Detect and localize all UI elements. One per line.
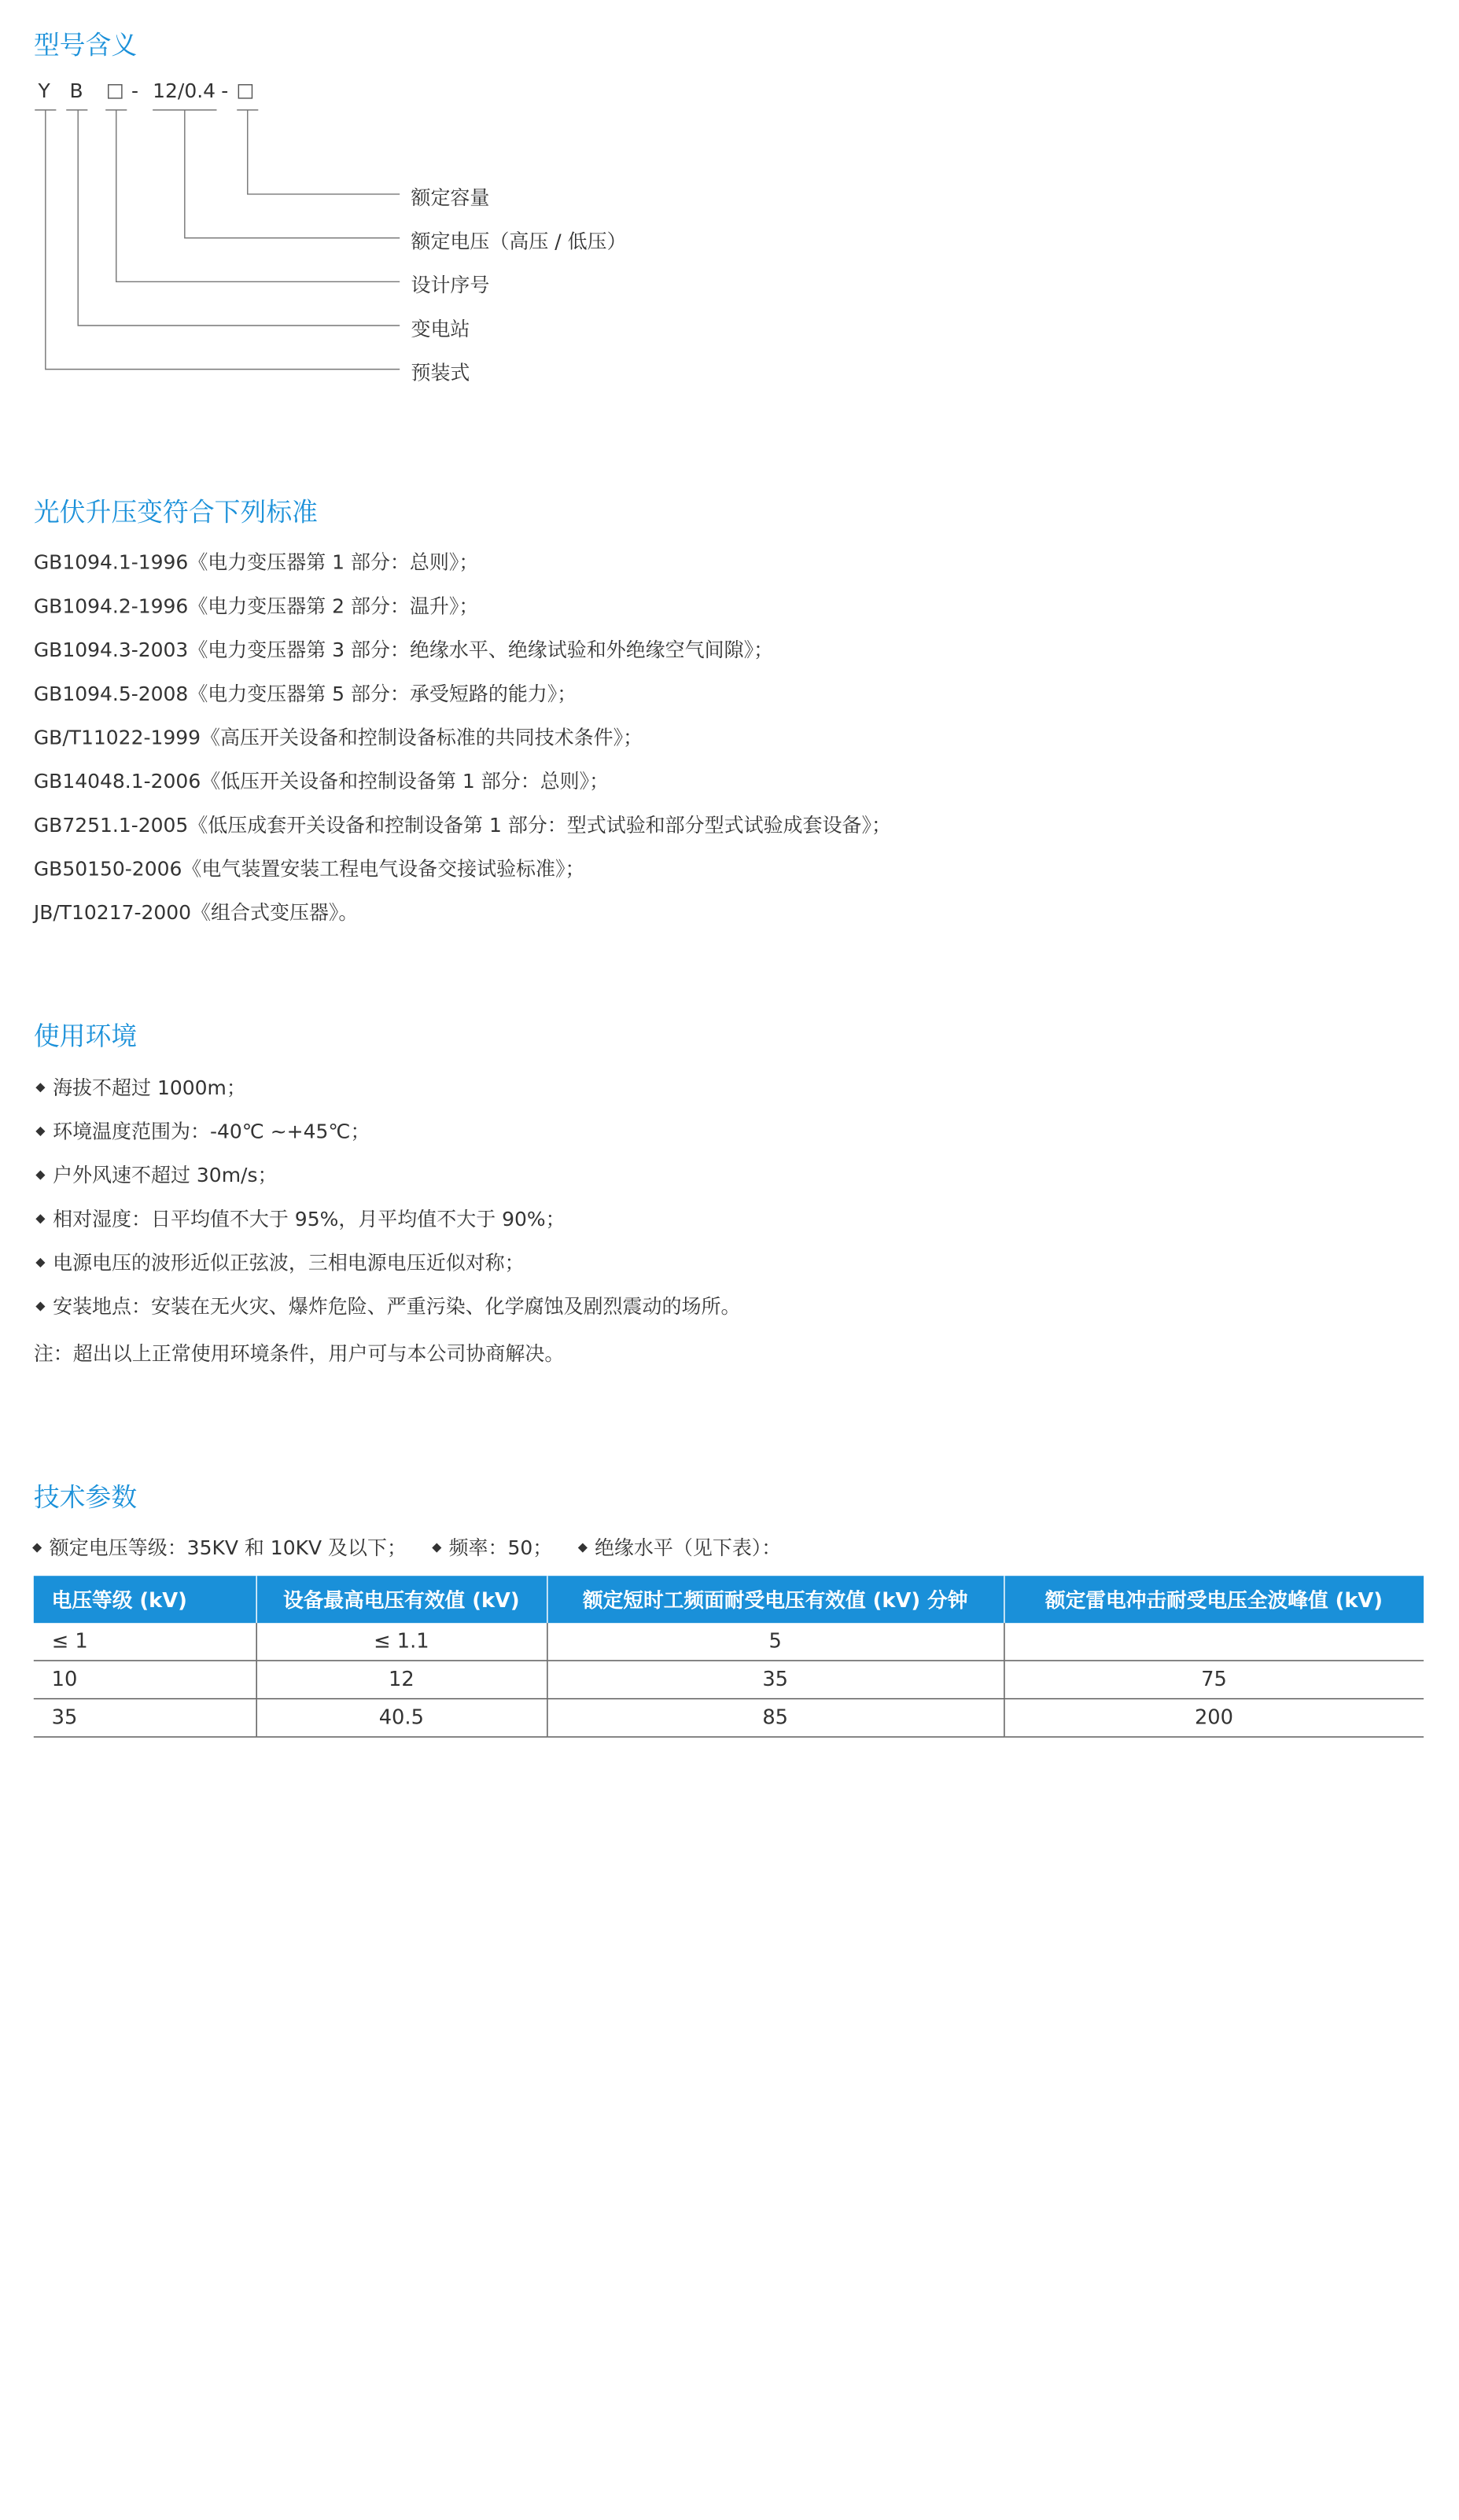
environment-item: 安装地点：安装在无火灾、爆炸危险、严重污染、化学腐蚀及剧烈震动的场所。 [37, 1292, 740, 1320]
tech-params-intro [34, 1533, 801, 1562]
model-code-diagram [0, 0, 674, 404]
diamond-bullet-icon [32, 1543, 42, 1552]
table-row [34, 1661, 1424, 1699]
standard-item: GB50150-2006《电气装置安装工程电气设备交接试验标准》； [33, 859, 585, 881]
table-cell: ≤ 1 [34, 1623, 256, 1661]
label-substation: 变电站 [411, 318, 470, 341]
param-voltage-level: 额定电压等级：35KV 和 10KV 及以下； [34, 1538, 407, 1561]
diamond-bullet-icon [35, 1171, 45, 1180]
table-cell: 40.5 [256, 1699, 547, 1738]
environment-heading: 使用环境 [33, 1022, 138, 1052]
col-header-lightning-impulse: 额定雷电冲击耐受电压全波峰值 (kV) [1004, 1576, 1424, 1623]
standard-item: GB1094.1-1996《电力变压器第 1 部分：总则》； [33, 552, 479, 575]
diamond-bullet-icon [35, 1214, 45, 1223]
environment-item: 相对湿度：日平均值不大于 95%，月平均值不大于 90%； [37, 1205, 566, 1233]
param-frequency: 频率：50； [433, 1538, 553, 1561]
model-meaning-heading: 型号含义 [33, 31, 138, 61]
environment-item: 户外风速不超过 30m/s； [37, 1161, 277, 1189]
standard-item: GB7251.1-2005《低压成套开关设备和控制设备第 1 部分：型式试验和部分型式试验成套设备》； [33, 815, 891, 837]
standard-item: GB1094.2-1996《电力变压器第 2 部分：温升》； [33, 596, 479, 619]
label-rated-voltage: 额定电压（高压 / 低压） [411, 231, 627, 254]
diamond-bullet-icon [432, 1543, 441, 1552]
table-cell: 10 [34, 1661, 256, 1699]
standard-item: GB1094.3-2003《电力变压器第 3 部分：绝缘水平、绝缘试验和外绝缘空气间隙》； [33, 639, 774, 663]
code-part-b: B [69, 80, 83, 104]
param-insulation-level: 绝缘水平（见下表）： [579, 1538, 781, 1561]
table-cell: 35 [34, 1699, 256, 1738]
diamond-bullet-icon [35, 1083, 45, 1092]
table-cell: 85 [547, 1699, 1004, 1738]
standard-item: GB/T11022-1999《高压开关设备和控制设备标准的共同技术条件》； [33, 727, 643, 750]
environment-item: 电源电压的波形近似正弦波，三相电源电压近似对称； [37, 1248, 525, 1276]
table-cell: 12 [256, 1661, 547, 1699]
diamond-bullet-icon [35, 1127, 45, 1136]
table-cell: 200 [1004, 1699, 1424, 1738]
diamond-bullet-icon [35, 1302, 45, 1312]
table-row [34, 1699, 1424, 1738]
diamond-bullet-icon [577, 1543, 587, 1552]
environment-item: 环境温度范围为：-40℃ ~+45℃； [37, 1117, 370, 1145]
code-part-dash-1: - [131, 80, 139, 104]
standard-item: GB1094.5-2008《电力变压器第 5 部分：承受短路的能力》； [33, 683, 577, 706]
col-header-max-voltage: 设备最高电压有效值 (kV) [256, 1576, 547, 1623]
standard-item: JB/T10217-2000《组合式变压器》。 [33, 902, 359, 925]
standard-item: GB14048.1-2006《低压开关设备和控制设备第 1 部分：总则》； [33, 771, 610, 794]
code-part-y: Y [38, 80, 50, 104]
table-cell: 75 [1004, 1661, 1424, 1699]
table-cell: ≤ 1.1 [256, 1623, 547, 1661]
col-header-power-frequency: 额定短时工频面耐受电压有效值 (kV) 分钟 [547, 1576, 1004, 1623]
insulation-level-table [34, 1576, 1424, 1738]
environment-note: 注：超出以上正常使用环境条件，用户可与本公司协商解决。 [33, 1343, 565, 1367]
diamond-bullet-icon [35, 1258, 45, 1267]
table-cell: 5 [547, 1623, 1004, 1661]
standards-heading: 光伏升压变符合下列标准 [33, 498, 318, 528]
tech-params-heading: 技术参数 [33, 1484, 138, 1514]
table-header-row [34, 1576, 1424, 1623]
code-part-dash-2: - [221, 80, 229, 104]
col-header-voltage-level: 电压等级 (kV) [34, 1576, 256, 1623]
table-cell [1004, 1623, 1424, 1661]
code-part-voltage: 12/0.4 [153, 80, 216, 104]
environment-item: 海拔不超过 1000m； [37, 1073, 246, 1102]
table-cell: 35 [547, 1661, 1004, 1699]
label-rated-capacity: 额定容量 [411, 187, 490, 210]
label-prefabricated: 预装式 [411, 362, 470, 385]
label-design-serial: 设计序号 [411, 274, 490, 298]
table-row [34, 1623, 1424, 1661]
